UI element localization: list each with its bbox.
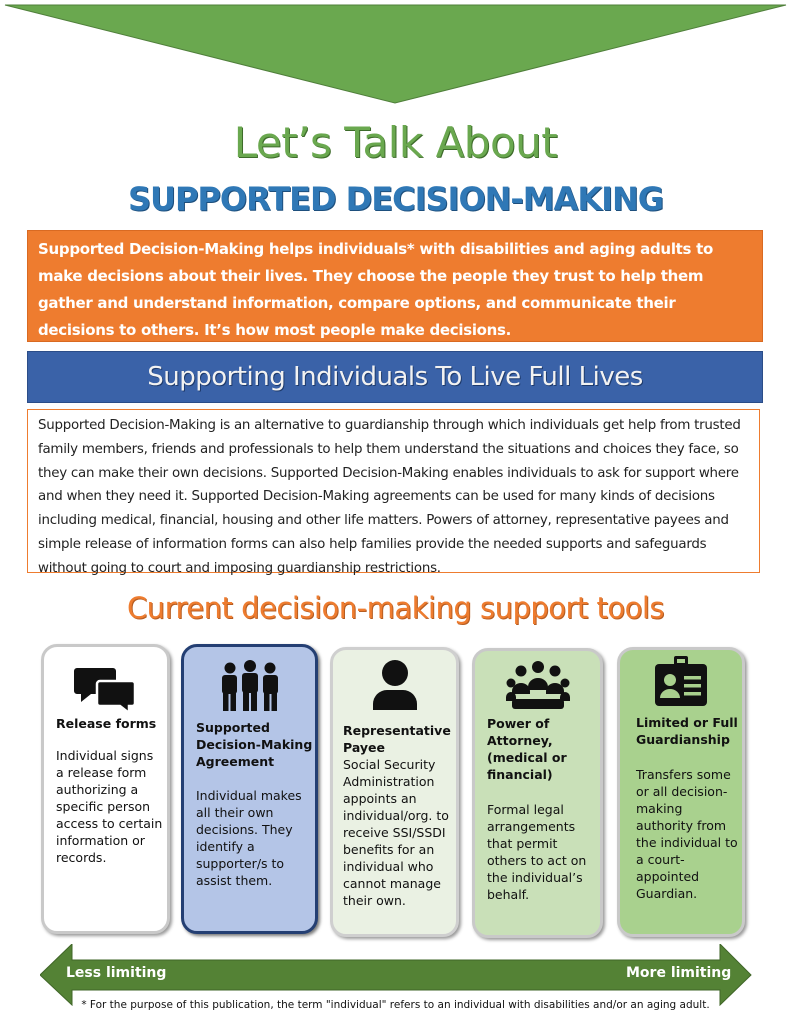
card-body: Social Security Administration appoints an individual/org. to receive SSI/SSDI benefits for an individual who cannot manage their own. [343,757,449,908]
card-body: Formal legal arrangements that permit others to act on the individual’s behalf. [487,802,587,902]
tool-card-guardianship [617,647,745,937]
meeting-people-icon [475,659,600,715]
tool-card-sdm-agreement [181,644,318,934]
page-title: Let’s Talk About [233,118,558,167]
group-people-icon [184,659,315,717]
card-heading: Release forms [56,716,157,731]
card-body: Transfers some or all decision-making authority from the individual to a court-appointed Guardian. [636,767,738,901]
card-body: Individual makes all their own decisions. They identify a supporter/s to assist them. [196,788,302,888]
top-chevron-decoration [0,0,791,110]
tool-card-power-of-attorney [472,648,603,938]
person-icon [333,658,456,716]
card-heading: Power of Attorney, (medical or financial) [487,716,567,782]
tool-card-representative-payee [330,647,459,937]
card-body: Individual signs a release form authorizing a specific person access to certain information or records. [56,748,163,865]
page-subtitle: SUPPORTED DECISION-MAKING [127,180,664,218]
more-limiting-label: More limiting [626,965,732,981]
section-banner [27,351,763,403]
description-text: Supported Decision-Making is an alternative to guardianship through which individuals get help from trusted family members, friends and professionals to help them understand the situations and choices they face, so they can make their own decisions. Supported Decision-Making enables individuals to ask for support where and when they need it. Supported Decision-Making agreements can be used for many kinds of decisions including medical, financial, housing and other life matters. Powers of attorney, representative payees and simple release of information forms can also help families provide the needed supports and safeguards without going to court and imposing guardianship restrictions. [38,418,741,576]
card-heading: Limited or Full Guardianship [636,715,738,747]
id-badge-icon [620,654,742,712]
card-heading: Representative Payee [343,723,451,755]
footnote: * For the purpose of this publication, the term "individual" refers to an individual with disabilities and/or an aging adult. [81,999,710,1011]
section-banner-text: Supporting Individuals To Live Full Lives [147,362,643,392]
tools-title: Current decision-making support tools [126,591,665,625]
speech-bubbles-icon [44,665,167,715]
less-limiting-label: Less limiting [66,965,167,981]
tool-card-release-forms [41,644,170,934]
card-heading: Supported Decision-Making Agreement [196,720,313,769]
description-box [27,409,760,576]
intro-box [27,230,763,342]
intro-text: Supported Decision-Making helps individuals* with disabilities and aging adults to make decisions about their lives. They choose the people they trust to help them gather and understand information, compare options, and communicate their decisions to others. It’s how most people make decisions. [38,240,713,339]
